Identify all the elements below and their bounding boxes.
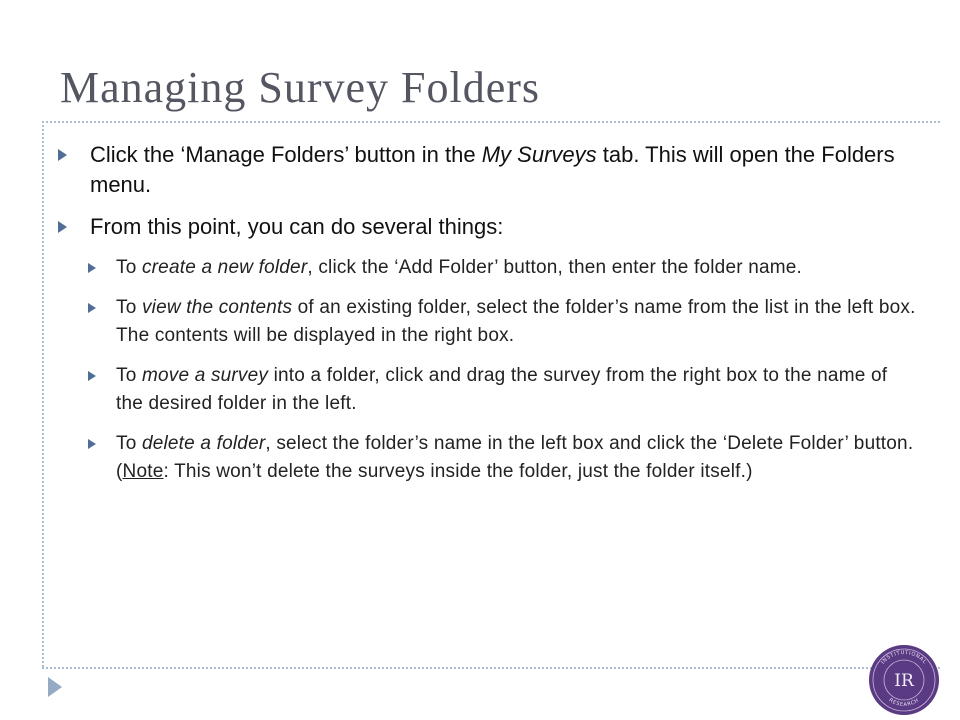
bullet-item xyxy=(58,140,918,200)
bullet-arrow-icon xyxy=(88,371,96,381)
bullet-text-part: Note xyxy=(122,461,164,482)
bullet-text-part: of an existing folder, select the folder’s name from the list in the left box. The contents will be displayed in the right box. xyxy=(116,297,916,346)
bullet-text-part: To xyxy=(116,433,142,454)
bullet-text-part: move a survey xyxy=(141,365,269,386)
bullet-text-part: From this point, you can do several things: xyxy=(90,214,504,239)
bullet-text xyxy=(90,142,895,197)
sub-bullet-item xyxy=(58,254,918,282)
bullet-text-part: To xyxy=(116,257,142,278)
bullet-text-part: To xyxy=(116,297,142,318)
bullet-text-part: view the contents xyxy=(141,297,293,318)
bullet-text-part: My Surveys xyxy=(481,142,597,167)
bullet-arrow-icon xyxy=(58,221,67,233)
sub-bullet-item xyxy=(58,294,918,350)
sub-bullet-item xyxy=(58,362,918,418)
bullet-text xyxy=(116,257,802,278)
bullet-list xyxy=(58,140,918,498)
logo-initials: IR xyxy=(894,671,914,691)
triangle-arrow-icon xyxy=(48,677,62,697)
bullet-arrow-icon xyxy=(88,263,96,273)
bullet-arrow-icon xyxy=(88,303,96,313)
sub-bullet-item xyxy=(58,430,918,486)
institutional-research-seal-logo xyxy=(868,644,940,716)
left-divider xyxy=(42,121,44,667)
bottom-divider xyxy=(42,667,940,669)
bullet-text-part: To xyxy=(116,365,142,386)
bullet-text xyxy=(116,433,913,482)
slide-title: Managing Survey Folders xyxy=(60,63,541,112)
bullet-text-part: , select the folder’s name in the left box and click the ‘Delete Folder’ button. ( xyxy=(116,433,914,482)
top-divider xyxy=(42,121,940,123)
bullet-arrow-icon xyxy=(88,439,96,449)
bullet-text xyxy=(116,297,916,346)
bullet-text-part: create a new folder xyxy=(141,257,308,278)
bullet-arrow-icon xyxy=(58,149,67,161)
svg-text:RESEARCH: RESEARCH xyxy=(887,697,921,709)
bullet-text-part: into a folder, click and drag the survey from the right box to the name of the desired folder in the left. xyxy=(116,365,888,414)
svg-text:INSTITUTIONAL: INSTITUTIONAL xyxy=(880,649,928,666)
bullet-item xyxy=(58,212,918,242)
bullet-text-part: : This won’t delete the surveys inside the folder, just the folder itself.) xyxy=(163,461,753,482)
bullet-text-part: Click the ‘Manage Folders’ button in the xyxy=(90,142,482,167)
bullet-text xyxy=(90,214,503,239)
bullet-text-part: , click the ‘Add Folder’ button, then enter the folder name. xyxy=(307,257,803,278)
bullet-text-part: delete a folder xyxy=(141,433,266,454)
bullet-text-part: tab. This will open the Folders menu. xyxy=(90,142,895,197)
bullet-text xyxy=(116,365,887,414)
